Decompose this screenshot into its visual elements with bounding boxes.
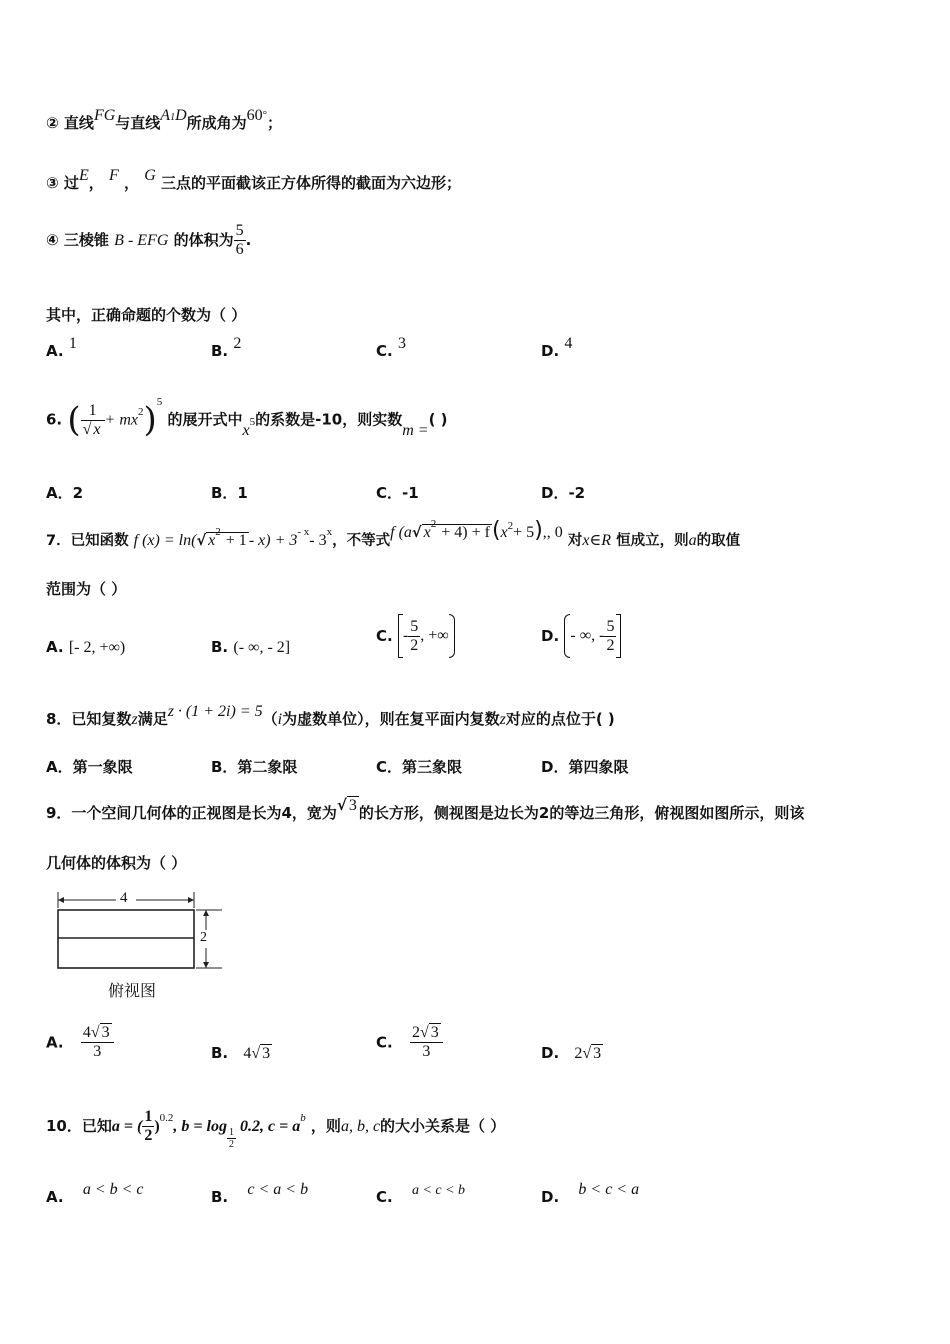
q10-option-d[interactable]: D. b < c < a: [541, 1181, 640, 1206]
question-8-stem: 8．已知复数z满足z · (1 + 2i) = 5（i为虚数单位），则在复平面内复数z对应的点位于( ): [46, 703, 615, 728]
q5-option-c[interactable]: C. 3: [376, 335, 406, 360]
statement-2: ② 直线FG与直线$A^1D$所成角为60°；: [46, 107, 283, 132]
figure-height-label: 2: [200, 930, 207, 945]
q7-option-a[interactable]: A. [- 2, +∞): [46, 638, 126, 656]
q10-option-c[interactable]: C. a < c < b: [376, 1183, 466, 1206]
q5-option-d[interactable]: D. 4: [541, 335, 573, 360]
q9-option-b[interactable]: B. 4√ 3: [211, 1044, 271, 1062]
q10-option-a[interactable]: A. a < b < c: [46, 1181, 144, 1206]
figure-caption: 俯视图: [108, 981, 157, 1000]
q9-option-c[interactable]: C. $\frac{2√ 3}{3}$: [376, 1024, 443, 1061]
q10-option-b[interactable]: B. c < a < b: [211, 1181, 309, 1206]
q6-option-d[interactable]: D．-2: [541, 484, 586, 502]
q8-option-a[interactable]: A．第一象限: [46, 758, 133, 776]
question-5-stem: 其中，正确命题的个数为（ ）: [46, 306, 247, 324]
q8-option-c[interactable]: C．第三象限: [376, 758, 463, 776]
q8-option-b[interactable]: B．第二象限: [211, 758, 298, 776]
q9-option-a[interactable]: A. $\frac{4√ 3}{3}$: [46, 1024, 114, 1061]
question-7-line2: 范围为（ ）: [46, 580, 127, 598]
q7-option-b[interactable]: B. (- ∞, - 2]: [211, 638, 291, 656]
q6-option-b[interactable]: B．1: [211, 484, 248, 502]
q5-option-a[interactable]: A. 1: [46, 335, 77, 360]
question-7-stem: 7．已知函数 f (x) = ln(√ $x^2 + 1 - x) + 3^{- x}-$ 3$^x$，不等式f (a√ $x^2 + 4) + f(x^2+ 5)$,, 0 对x∈R 恒成立，则a的取值: [46, 518, 741, 549]
q7-option-c[interactable]: C. - $\frac{5}{2}$ , +∞: [376, 614, 455, 658]
q7-option-d[interactable]: D. - ∞, - $\frac{5}{2}$: [541, 614, 621, 658]
statement-3: ③ 过E， F ， G 三点的平面截该正方体所得的截面为六边形；: [46, 167, 462, 192]
top-view-figure: [50, 888, 230, 1004]
q9-option-d[interactable]: D. 2√ 3: [541, 1044, 602, 1062]
q8-option-d[interactable]: D．第四象限: [541, 758, 629, 776]
figure-length-label: 4: [120, 890, 128, 906]
question-9-line2: 几何体的体积为（ ）: [46, 854, 187, 872]
statement-4: ④ 三棱锥 B - EFG 的体积为 $\frac{5}{6}$ .: [46, 222, 252, 258]
question-9-stem: 9．一个空间几何体的正视图是长为4，宽为√ 3 的长方形，侧视图是边长为2的等边三角形，俯视图如图所示，则该: [46, 796, 805, 822]
question-10-stem: 10．已知a = ( $\frac{1}{2}$ )$^{0.2}$, b = log $\frac{1}{2}$ 0.2, $c = a^b$ ，则a, b, c的大小关系是（ ）: [46, 1108, 506, 1150]
q6-option-c[interactable]: C．-1: [376, 484, 419, 502]
question-6-stem: 6. ( $\frac{1}{√ x}$ + $mx^2)^5$ 的展开式中x5的系数是-10，则实数m =( ): [46, 395, 448, 440]
q5-option-b[interactable]: B. 2: [211, 335, 242, 360]
q6-option-a[interactable]: A．2: [46, 484, 84, 502]
